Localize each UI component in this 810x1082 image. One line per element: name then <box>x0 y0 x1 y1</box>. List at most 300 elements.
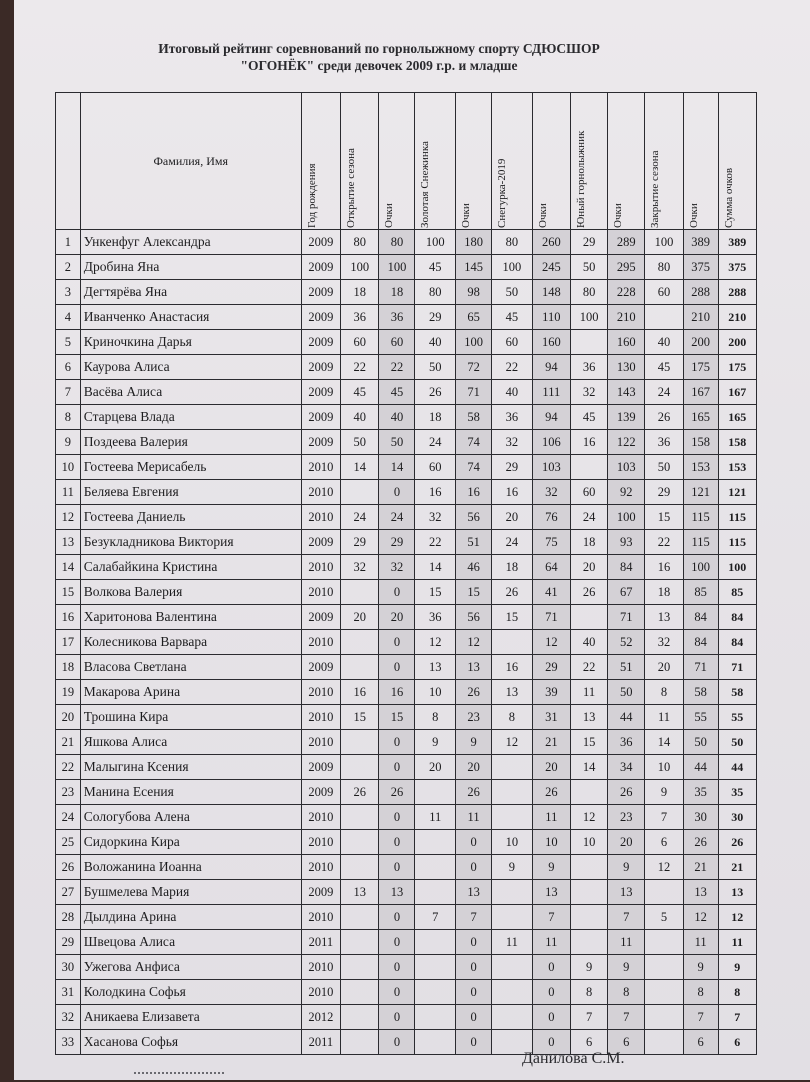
bottom-scribble <box>134 1072 224 1082</box>
result-cell: 60 <box>645 280 683 305</box>
result-cell <box>492 805 533 830</box>
result-cell: 36 <box>645 430 683 455</box>
points-cell: 6 <box>683 1030 718 1055</box>
result-cell <box>645 980 683 1005</box>
birth-year-cell: 2010 <box>301 505 340 530</box>
result-cell: 13 <box>341 880 379 905</box>
points-cell: 10 <box>532 830 570 855</box>
points-cell: 103 <box>532 455 570 480</box>
result-cell: 32 <box>492 430 533 455</box>
table-row <box>56 955 757 980</box>
birth-year-cell: 2009 <box>301 380 340 405</box>
points-cell: 130 <box>608 355 645 380</box>
result-cell <box>341 855 379 880</box>
total-points-cell: 71 <box>718 655 756 680</box>
birth-year-cell: 2010 <box>301 705 340 730</box>
total-points-cell: 375 <box>718 255 756 280</box>
result-cell: 11 <box>492 930 533 955</box>
points-cell: 0 <box>456 930 492 955</box>
result-cell <box>341 905 379 930</box>
athlete-name: Беляева Евгения <box>80 480 301 505</box>
points-cell: 44 <box>683 755 718 780</box>
points-cell: 84 <box>608 555 645 580</box>
points-cell: 35 <box>683 780 718 805</box>
total-points-cell: 115 <box>718 530 756 555</box>
rank-cell: 22 <box>56 755 81 780</box>
result-cell: 40 <box>341 405 379 430</box>
points-cell: 0 <box>532 980 570 1005</box>
points-cell: 13 <box>456 880 492 905</box>
birth-year-cell: 2009 <box>301 280 340 305</box>
points-cell: 75 <box>532 530 570 555</box>
table-row <box>56 755 757 780</box>
points-cell: 12 <box>683 905 718 930</box>
result-cell: 24 <box>492 530 533 555</box>
result-cell: 26 <box>341 780 379 805</box>
points-cell: 11 <box>608 930 645 955</box>
points-cell: 0 <box>456 830 492 855</box>
result-cell: 14 <box>415 555 456 580</box>
table-row <box>56 1005 757 1030</box>
result-cell: 32 <box>570 380 607 405</box>
result-cell: 14 <box>645 730 683 755</box>
points-cell: 0 <box>379 980 415 1005</box>
result-cell <box>415 930 456 955</box>
athlete-name: Безукладникова Виктория <box>80 530 301 555</box>
points-cell: 121 <box>683 480 718 505</box>
birth-year-cell: 2010 <box>301 630 340 655</box>
result-cell: 12 <box>645 855 683 880</box>
header-rank <box>56 93 81 230</box>
result-cell <box>492 905 533 930</box>
result-cell: 22 <box>645 530 683 555</box>
points-cell: 20 <box>379 605 415 630</box>
points-cell: 94 <box>532 405 570 430</box>
points-cell: 228 <box>608 280 645 305</box>
points-cell: 7 <box>532 905 570 930</box>
result-cell: 15 <box>492 605 533 630</box>
athlete-name: Харитонова Валентина <box>80 605 301 630</box>
birth-year-cell: 2009 <box>301 305 340 330</box>
result-cell: 26 <box>645 405 683 430</box>
result-cell: 13 <box>492 680 533 705</box>
points-cell: 9 <box>608 855 645 880</box>
points-cell: 44 <box>608 705 645 730</box>
athlete-name: Дегтярёва Яна <box>80 280 301 305</box>
result-cell <box>341 830 379 855</box>
result-cell: 7 <box>570 1005 607 1030</box>
points-cell: 0 <box>379 905 415 930</box>
result-cell: 100 <box>492 255 533 280</box>
points-cell: 65 <box>456 305 492 330</box>
total-points-cell: 35 <box>718 780 756 805</box>
result-cell: 24 <box>570 505 607 530</box>
result-cell: 45 <box>645 355 683 380</box>
result-cell: 14 <box>341 455 379 480</box>
rank-cell: 8 <box>56 405 81 430</box>
rank-cell: 32 <box>56 1005 81 1030</box>
points-cell: 100 <box>608 505 645 530</box>
result-cell: 10 <box>645 755 683 780</box>
table-row <box>56 880 757 905</box>
result-cell: 12 <box>570 805 607 830</box>
points-cell: 9 <box>683 955 718 980</box>
result-cell <box>415 830 456 855</box>
points-cell: 71 <box>683 655 718 680</box>
points-cell: 160 <box>608 330 645 355</box>
points-cell: 145 <box>456 255 492 280</box>
header-row <box>56 93 757 230</box>
result-cell: 29 <box>570 230 607 255</box>
header-closing: Закрытие сезона <box>645 93 683 230</box>
table-row <box>56 805 757 830</box>
points-cell: 0 <box>379 580 415 605</box>
points-cell: 12 <box>456 630 492 655</box>
points-cell: 6 <box>608 1030 645 1055</box>
paper-sheet <box>14 0 810 1080</box>
points-cell: 158 <box>683 430 718 455</box>
result-cell: 45 <box>341 380 379 405</box>
birth-year-cell: 2011 <box>301 1030 340 1055</box>
result-cell <box>570 880 607 905</box>
points-cell: 11 <box>456 805 492 830</box>
result-cell: 22 <box>415 530 456 555</box>
table-row <box>56 405 757 430</box>
result-cell: 8 <box>645 680 683 705</box>
points-cell: 13 <box>608 880 645 905</box>
result-cell: 36 <box>341 305 379 330</box>
result-cell: 100 <box>341 255 379 280</box>
result-cell: 18 <box>645 580 683 605</box>
points-cell: 0 <box>379 955 415 980</box>
points-cell: 85 <box>683 580 718 605</box>
points-cell: 26 <box>683 830 718 855</box>
result-cell: 22 <box>570 655 607 680</box>
result-cell: 20 <box>570 555 607 580</box>
points-cell: 36 <box>608 730 645 755</box>
result-cell: 10 <box>415 680 456 705</box>
points-cell: 0 <box>532 955 570 980</box>
result-cell: 9 <box>570 955 607 980</box>
total-points-cell: 288 <box>718 280 756 305</box>
result-cell: 22 <box>341 355 379 380</box>
result-cell: 40 <box>570 630 607 655</box>
table-row <box>56 455 757 480</box>
athlete-name: Салабайкина Кристина <box>80 555 301 580</box>
points-cell: 14 <box>379 455 415 480</box>
total-points-cell: 13 <box>718 880 756 905</box>
rank-cell: 14 <box>56 555 81 580</box>
points-cell: 0 <box>379 730 415 755</box>
points-cell: 11 <box>532 805 570 830</box>
total-points-cell: 55 <box>718 705 756 730</box>
rank-cell: 30 <box>56 955 81 980</box>
points-cell: 51 <box>456 530 492 555</box>
points-cell: 20 <box>456 755 492 780</box>
rank-cell: 28 <box>56 905 81 930</box>
total-points-cell: 50 <box>718 730 756 755</box>
result-cell: 5 <box>645 905 683 930</box>
result-cell <box>415 880 456 905</box>
result-cell: 11 <box>645 705 683 730</box>
title-line-2: "ОГОНЁК" среди девочек 2009 г.р. и младше <box>240 58 518 73</box>
header-name: Фамилия, Имя <box>80 93 301 230</box>
points-cell: 13 <box>456 655 492 680</box>
points-cell: 100 <box>683 555 718 580</box>
header-points-2: Очки <box>456 93 492 230</box>
points-cell: 9 <box>456 730 492 755</box>
result-cell: 60 <box>341 330 379 355</box>
points-cell: 74 <box>456 455 492 480</box>
birth-year-cell: 2010 <box>301 555 340 580</box>
rank-cell: 11 <box>56 480 81 505</box>
points-cell: 0 <box>456 855 492 880</box>
result-cell: 24 <box>645 380 683 405</box>
table-row <box>56 780 757 805</box>
points-cell: 18 <box>379 280 415 305</box>
points-cell: 56 <box>456 605 492 630</box>
athlete-name: Колесникова Варвара <box>80 630 301 655</box>
athlete-name: Яшкова Алиса <box>80 730 301 755</box>
result-cell <box>341 955 379 980</box>
points-cell: 45 <box>379 380 415 405</box>
points-cell: 72 <box>456 355 492 380</box>
points-cell: 13 <box>683 880 718 905</box>
table-row <box>56 630 757 655</box>
result-cell: 15 <box>341 705 379 730</box>
document-title <box>84 40 674 74</box>
result-cell: 80 <box>645 255 683 280</box>
points-cell: 26 <box>456 680 492 705</box>
signature: Данилова С.М. <box>522 1050 625 1067</box>
athlete-name: Бушмелева Мария <box>80 880 301 905</box>
result-cell: 50 <box>415 355 456 380</box>
result-cell <box>415 1005 456 1030</box>
total-points-cell: 210 <box>718 305 756 330</box>
points-cell: 153 <box>683 455 718 480</box>
result-cell: 100 <box>645 230 683 255</box>
points-cell: 115 <box>683 505 718 530</box>
birth-year-cell: 2009 <box>301 755 340 780</box>
rank-cell: 33 <box>56 1030 81 1055</box>
result-cell: 45 <box>570 405 607 430</box>
total-points-cell: 158 <box>718 430 756 455</box>
result-cell: 60 <box>415 455 456 480</box>
athlete-name: Ункенфуг Александра <box>80 230 301 255</box>
total-points-cell: 6 <box>718 1030 756 1055</box>
rank-cell: 2 <box>56 255 81 280</box>
table-row <box>56 930 757 955</box>
total-points-cell: 121 <box>718 480 756 505</box>
rank-cell: 16 <box>56 605 81 630</box>
result-cell: 12 <box>492 730 533 755</box>
table-row <box>56 555 757 580</box>
result-cell <box>492 755 533 780</box>
result-cell: 36 <box>415 605 456 630</box>
athlete-name: Манина Есения <box>80 780 301 805</box>
result-cell: 10 <box>570 830 607 855</box>
points-cell: 50 <box>379 430 415 455</box>
result-cell <box>645 305 683 330</box>
points-cell: 165 <box>683 405 718 430</box>
result-cell: 9 <box>492 855 533 880</box>
points-cell: 76 <box>532 505 570 530</box>
table-row <box>56 380 757 405</box>
points-cell: 26 <box>532 780 570 805</box>
points-cell: 0 <box>379 805 415 830</box>
points-cell: 58 <box>683 680 718 705</box>
athlete-name: Гостеева Даниель <box>80 505 301 530</box>
points-cell: 29 <box>532 655 570 680</box>
result-cell: 40 <box>492 380 533 405</box>
points-cell: 39 <box>532 680 570 705</box>
birth-year-cell: 2010 <box>301 905 340 930</box>
table-row <box>56 280 757 305</box>
result-cell: 7 <box>645 805 683 830</box>
birth-year-cell: 2010 <box>301 455 340 480</box>
rank-cell: 17 <box>56 630 81 655</box>
rank-cell: 21 <box>56 730 81 755</box>
rank-cell: 20 <box>56 705 81 730</box>
birth-year-cell: 2009 <box>301 355 340 380</box>
result-cell: 11 <box>415 805 456 830</box>
points-cell: 7 <box>608 905 645 930</box>
points-cell: 71 <box>456 380 492 405</box>
result-cell: 15 <box>415 580 456 605</box>
total-points-cell: 100 <box>718 555 756 580</box>
table-row <box>56 655 757 680</box>
rank-cell: 6 <box>56 355 81 380</box>
points-cell: 11 <box>532 930 570 955</box>
rank-cell: 5 <box>56 330 81 355</box>
points-cell: 21 <box>532 730 570 755</box>
result-cell <box>415 1030 456 1055</box>
athlete-name: Волкова Валерия <box>80 580 301 605</box>
header-young-skier: Юный горнолыжник <box>570 93 607 230</box>
rank-cell: 1 <box>56 230 81 255</box>
result-cell: 10 <box>492 830 533 855</box>
points-cell: 26 <box>379 780 415 805</box>
result-cell: 80 <box>492 230 533 255</box>
points-cell: 34 <box>608 755 645 780</box>
result-cell <box>341 480 379 505</box>
result-cell <box>341 930 379 955</box>
result-cell: 13 <box>570 705 607 730</box>
points-cell: 31 <box>532 705 570 730</box>
points-cell: 55 <box>683 705 718 730</box>
result-cell: 16 <box>341 680 379 705</box>
points-cell: 21 <box>683 855 718 880</box>
points-cell: 60 <box>379 330 415 355</box>
result-cell: 26 <box>492 580 533 605</box>
table-row <box>56 730 757 755</box>
table-row <box>56 905 757 930</box>
points-cell: 122 <box>608 430 645 455</box>
points-cell: 32 <box>532 480 570 505</box>
rank-cell: 13 <box>56 530 81 555</box>
points-cell: 0 <box>532 1030 570 1055</box>
header-golden-snowflake: Золотая Снежинка <box>415 93 456 230</box>
points-cell: 71 <box>608 605 645 630</box>
points-cell: 98 <box>456 280 492 305</box>
result-cell: 8 <box>492 705 533 730</box>
points-cell: 7 <box>608 1005 645 1030</box>
points-cell: 84 <box>683 630 718 655</box>
birth-year-cell: 2009 <box>301 880 340 905</box>
points-cell: 103 <box>608 455 645 480</box>
result-cell: 36 <box>492 405 533 430</box>
points-cell: 0 <box>456 1030 492 1055</box>
table-row <box>56 330 757 355</box>
points-cell: 0 <box>456 1005 492 1030</box>
result-cell: 20 <box>341 605 379 630</box>
result-cell: 45 <box>415 255 456 280</box>
result-cell: 36 <box>570 355 607 380</box>
result-cell <box>492 955 533 980</box>
birth-year-cell: 2009 <box>301 255 340 280</box>
result-cell <box>341 1005 379 1030</box>
table-row <box>56 505 757 530</box>
header-points-1: Очки <box>379 93 415 230</box>
points-cell: 12 <box>532 630 570 655</box>
points-cell: 110 <box>532 305 570 330</box>
rank-cell: 18 <box>56 655 81 680</box>
rank-cell: 3 <box>56 280 81 305</box>
birth-year-cell: 2010 <box>301 980 340 1005</box>
points-cell: 100 <box>379 255 415 280</box>
athlete-name: Ужегова Анфиса <box>80 955 301 980</box>
table-row <box>56 855 757 880</box>
birth-year-cell: 2010 <box>301 580 340 605</box>
result-cell: 20 <box>492 505 533 530</box>
points-cell: 289 <box>608 230 645 255</box>
result-cell: 9 <box>415 730 456 755</box>
total-points-cell: 115 <box>718 505 756 530</box>
total-points-cell: 175 <box>718 355 756 380</box>
points-cell: 0 <box>379 630 415 655</box>
points-cell: 36 <box>379 305 415 330</box>
result-cell <box>645 880 683 905</box>
athlete-name: Старцева Влада <box>80 405 301 430</box>
total-points-cell: 389 <box>718 230 756 255</box>
points-cell: 84 <box>683 605 718 630</box>
result-cell: 13 <box>645 605 683 630</box>
total-points-cell: 9 <box>718 955 756 980</box>
result-cell: 100 <box>415 230 456 255</box>
result-cell: 29 <box>341 530 379 555</box>
header-total: Сумма очков <box>718 93 756 230</box>
result-cell <box>341 980 379 1005</box>
table-row <box>56 480 757 505</box>
points-cell: 115 <box>683 530 718 555</box>
header-snegurka: Снегурка-2019 <box>492 93 533 230</box>
athlete-name: Иванченко Анастасия <box>80 305 301 330</box>
points-cell: 9 <box>608 955 645 980</box>
result-cell: 12 <box>415 630 456 655</box>
points-cell: 111 <box>532 380 570 405</box>
table-row <box>56 355 757 380</box>
result-cell: 8 <box>415 705 456 730</box>
rank-cell: 9 <box>56 430 81 455</box>
points-cell: 139 <box>608 405 645 430</box>
points-cell: 74 <box>456 430 492 455</box>
birth-year-cell: 2012 <box>301 1005 340 1030</box>
athlete-name: Макарова Арина <box>80 680 301 705</box>
result-cell: 80 <box>341 230 379 255</box>
points-cell: 0 <box>379 1005 415 1030</box>
result-cell: 16 <box>415 480 456 505</box>
rank-cell: 7 <box>56 380 81 405</box>
